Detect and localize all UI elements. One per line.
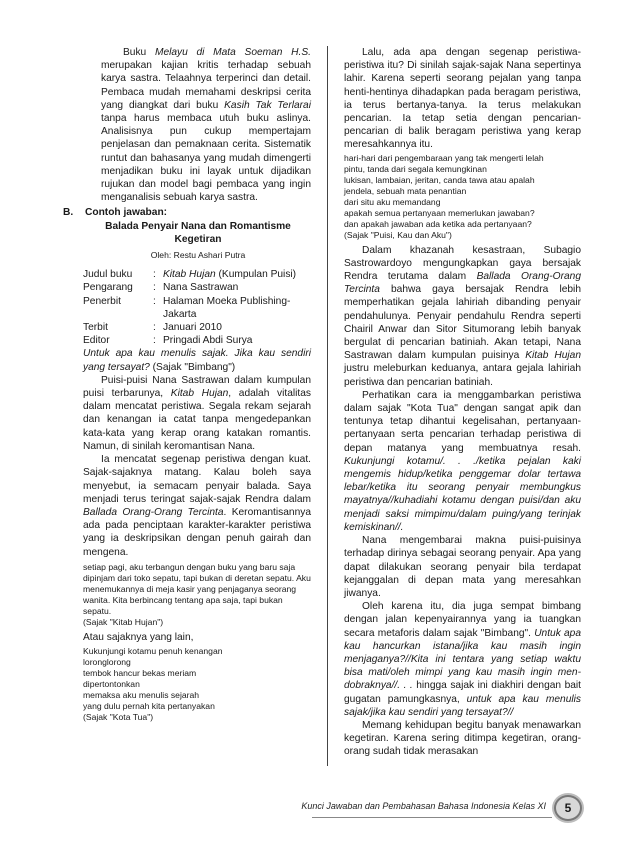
text-run: untuk apa kau menulis sajak/jika kau sendiri yang tersayat?// — [344, 693, 581, 718]
quote-line: apakah semua pertanyaan memerlukan jawaban? — [344, 207, 535, 218]
text-run: Nana Sastrawan — [163, 282, 239, 294]
tagline — [83, 347, 311, 373]
text-run: justru meleburkan keduanya, antara gejala lahiriah peristiwa dan pencarian batiniah. — [344, 363, 581, 388]
column-divider — [327, 46, 328, 766]
text-run: Kitab Hujan — [525, 350, 581, 362]
quote-line: yang dulu pernah kita pertanyakan — [83, 700, 215, 711]
quote-line: (Sajak "Kitab Hujan") — [83, 616, 164, 627]
quote-line: dan apakah jawaban ada ketika ada pertanyaan? — [344, 218, 532, 229]
meta-value — [163, 321, 311, 334]
quote-line: (Sajak "Kota Tua") — [83, 711, 154, 722]
quote-line: tembok hancur bekas meriam — [83, 667, 197, 678]
quote-line: dipinjam dari toko sepatu, tapi bukan di deretan sepatu. Aku — [83, 572, 311, 583]
quote-line: Kukunjungi kotamu penuh kenangan — [83, 645, 223, 656]
meta-key: Pengarang — [83, 282, 133, 294]
right-paragraph-2 — [344, 244, 581, 389]
text-run: (Sajak "Bimbang") — [149, 361, 236, 373]
quote-kitab-hujan — [83, 562, 311, 628]
meta-key: Editor — [83, 335, 110, 347]
text-run: Januari 2010 — [163, 322, 222, 334]
text-run: Untuk apa kau menulis sajak. Jika kau sendiri yang tersayat? — [83, 348, 311, 373]
section-title: Contoh jawaban: — [85, 207, 168, 219]
book-meta-table — [83, 268, 311, 347]
text-run: bahwa gaya bersajak Rendra lebih memperhatikan gejala lahiriah dibanding penyair pendahulunya. Penyair pendahulu Rendra seperti Chairil Anwar dan Sitor Situmorang lebih banyak bergulat di pencarian batiniah. Akan tetapi, Nana Sastrawan dalam kumpulan puisinya — [344, 284, 581, 362]
text-run: merupakan kajian kritis terhadap sebuah karya sastra. Telaahnya terperinci dan detail. Pembaca mudah memahami deskripsi cerita yang diangkat dari buku — [101, 60, 311, 111]
quote-line: dari situ aku memandang — [344, 196, 441, 207]
quote-line: dipertontonkan — [83, 678, 140, 689]
meta-key: Terbit — [83, 322, 108, 334]
text-run: hingga sajak ini diakhiri dengan bait gugatan pamungkasnya, — [344, 680, 581, 705]
meta-value — [163, 281, 311, 294]
meta-colon: : — [153, 335, 156, 347]
meta-value — [163, 268, 311, 281]
meta-value — [163, 334, 311, 347]
quote-line: (Sajak "Puisi, Kau dan Aku") — [344, 229, 452, 240]
left-column — [63, 46, 311, 723]
meta-key: Penerbit — [83, 295, 121, 307]
quote-line: jendela, sebuah mata penantian — [344, 185, 467, 196]
page-number-badge: 5 — [554, 795, 582, 821]
intro-paragraph — [63, 46, 311, 204]
quote-line: lukisan, lambaian, jeritan, canda tawa atau apalah — [344, 174, 535, 185]
text-run: Kasih Tak Terlarai — [224, 99, 311, 111]
section-b-heading — [63, 206, 311, 219]
text-run: Halaman Moeka Publishing-Jakarta — [163, 295, 291, 320]
text-run: Pringadi Abdi Surya — [163, 335, 253, 347]
text-run: . Keromantisannya ada pada penciptaan karakter-karakter peristiwa yang ia deskripsikan dengan penuh gairah dan mengena. — [83, 506, 311, 558]
text-run: (Kumpulan Puisi) — [215, 269, 297, 281]
quote-line: hari-hari dari pengembaraan yang tak mengerti lelah — [344, 152, 544, 163]
meta-row — [83, 321, 311, 334]
text-run: Ballada Orang-Orang Tercinta — [344, 271, 581, 296]
right-paragraph-5 — [344, 600, 581, 719]
text-run: , adalah vitalitas dalam mencatat peristiwa. Segala rekam sejarah dan kenangan ia catat tanpa mengedepankan kata-kata yang kerap orang katakan romantis. Namun, di sinilah keromantisan Nana. — [83, 388, 311, 452]
quote-line: menemukannya di meja kasir yang penjaganya seorang — [83, 583, 297, 594]
body-paragraph-2 — [83, 453, 311, 559]
text-run: tanpa harus membaca utuh buku aslinya. Analisisnya pun cukup mempertajam penjelasan dan pemaknaan cerita. Sistematik runtut dan bahasanya yang mudah dimengerti menjadikan buku ini layak untuk dijadikan rujukan dan model bagi pembaca yang ingin menganalisis sebuah karya sastra. — [101, 113, 311, 204]
meta-row — [83, 295, 311, 321]
review-title-line-1: Balada Penyair Nana dan Romantisme — [105, 220, 291, 232]
page-footer — [300, 795, 590, 819]
section-letter: B. — [63, 207, 74, 219]
text-run: Oleh karena itu, dia juga sempat bimbang dengan jalan kepenyairannya yang ia tuangkan secara metaforis dalam sajak "Bimbang". — [344, 601, 581, 639]
text-run: Ballada Orang-Orang Tercinta — [83, 506, 224, 518]
meta-colon: : — [153, 269, 156, 281]
text-run: Perhatikan cara ia menggambarkan peristiwa dalam sajak "Kota Tua" dengan sangat apik dan tentunya tetap dihantui kegelisahan, pertanyaan-pertanyaan serta pencarian terhadap peristiwa di depan matanya yang membuatnya resah. — [344, 389, 581, 454]
right-paragraph-3 — [344, 389, 581, 534]
text-run: Untuk apa kau hancurkan istana/jika kau masih ingin menjaganya?//Kita ini tentara yang setiap waktu bisa mati/oleh mimpi yang kau masih ingin men-dobraknya//. . . — [344, 627, 581, 692]
text-run: Kitab Hujan — [170, 388, 229, 400]
quote-line: wanita. Kita berbincang tentang apa saja, tapi bukan sepatu. — [83, 594, 283, 616]
right-column — [344, 46, 581, 759]
text-run: Kitab Hujan — [163, 269, 216, 281]
quote-line: setiap pagi, aku terbangun dengan buku yang baru saja — [83, 561, 296, 572]
right-paragraph-6: Memang kehidupan begitu banyak menawarkan kegetiran. Karena sering ditimpa kegetiran, orang-orang sudah tidak merasakan — [344, 719, 581, 758]
quote-line: memaksa aku menulis sejarah — [83, 689, 200, 700]
quote-line: pintu, tanda dari segala kemungkinan — [344, 163, 487, 174]
text-run: Puisi-puisi Nana Sastrawan dalam kumpulan puisi terbarunya, — [83, 374, 311, 400]
meta-key: Judul buku — [83, 269, 133, 281]
meta-row — [83, 281, 311, 294]
text-run: Dalam khazanah kesastraan, Subagio Sastrowardoyo mengungkapkan gaya bersajak Rendra terutama dalam — [344, 244, 581, 283]
text-run: Ia mencatat segenap peristiwa dengan kuat. Sajak-sajaknya matang. Kalau boleh saya menyebut, ia semacam penyair balada. Saya menjadi terus teringat sajak-sajak Rendra dalam — [83, 454, 311, 505]
meta-colon: : — [153, 322, 156, 334]
meta-row — [83, 334, 311, 347]
body-paragraph-3: Atau sajaknya yang lain, — [83, 631, 194, 643]
meta-value — [163, 295, 311, 321]
quote-puisi-kau-aku — [344, 153, 581, 241]
quote-line: loronglorong — [83, 656, 131, 667]
right-paragraph-4: Nana mengembarai makna puisi-puisinya terhadap dirinya sebagai seorang penyair. Apa yang dapat dilakukan seorang penyair bila terdapat kejanggalan di depan mata yang meresahkan jiwanya. — [344, 535, 581, 599]
body-paragraph-1 — [83, 374, 311, 453]
review-title-line-2: Kegetiran — [174, 233, 222, 245]
meta-row — [83, 268, 311, 281]
footer-book-title: Kunci Jawaban dan Pembahasan Bahasa Indonesia Kelas XI — [301, 801, 546, 811]
text-run: Kukunjungi kotamu/. . ./ketika pejalan kaki mengemis hidup/ketika penggemar dolar tertawa lebar/ketika itu seorang penyair membungkus mayatnya//kuhadiahi kotamu dengan puisi/dan aku menjadi saksi mimpimu/dalam puing/yang terinjak kemiskinan//. — [344, 455, 581, 533]
meta-colon: : — [153, 295, 156, 307]
right-paragraph-1: Lalu, ada apa dengan segenap peristiwa-peristiwa itu? Di sinilah sajak-sajak Nana sepertinya lahir. Karena seperti seorang pejalan yang tanpa henti-hentinya dihadapkan pada beragam peristiwa, ia terus bertanya-tanya. Ia terus melakukan pencarian. Ia tetap setia dengan pencarian-pencarian di balik beragam peristiwa yang kerap meresahkannya itu. — [344, 47, 581, 151]
text-run: Melayu di Mata Soeman H.S. — [154, 47, 312, 58]
footer-rule — [312, 817, 552, 818]
quote-kota-tua — [83, 646, 311, 723]
text-run: Buku — [123, 47, 155, 58]
meta-colon: : — [153, 282, 156, 294]
review-byline: Oleh: Restu Ashari Putra — [150, 250, 246, 261]
